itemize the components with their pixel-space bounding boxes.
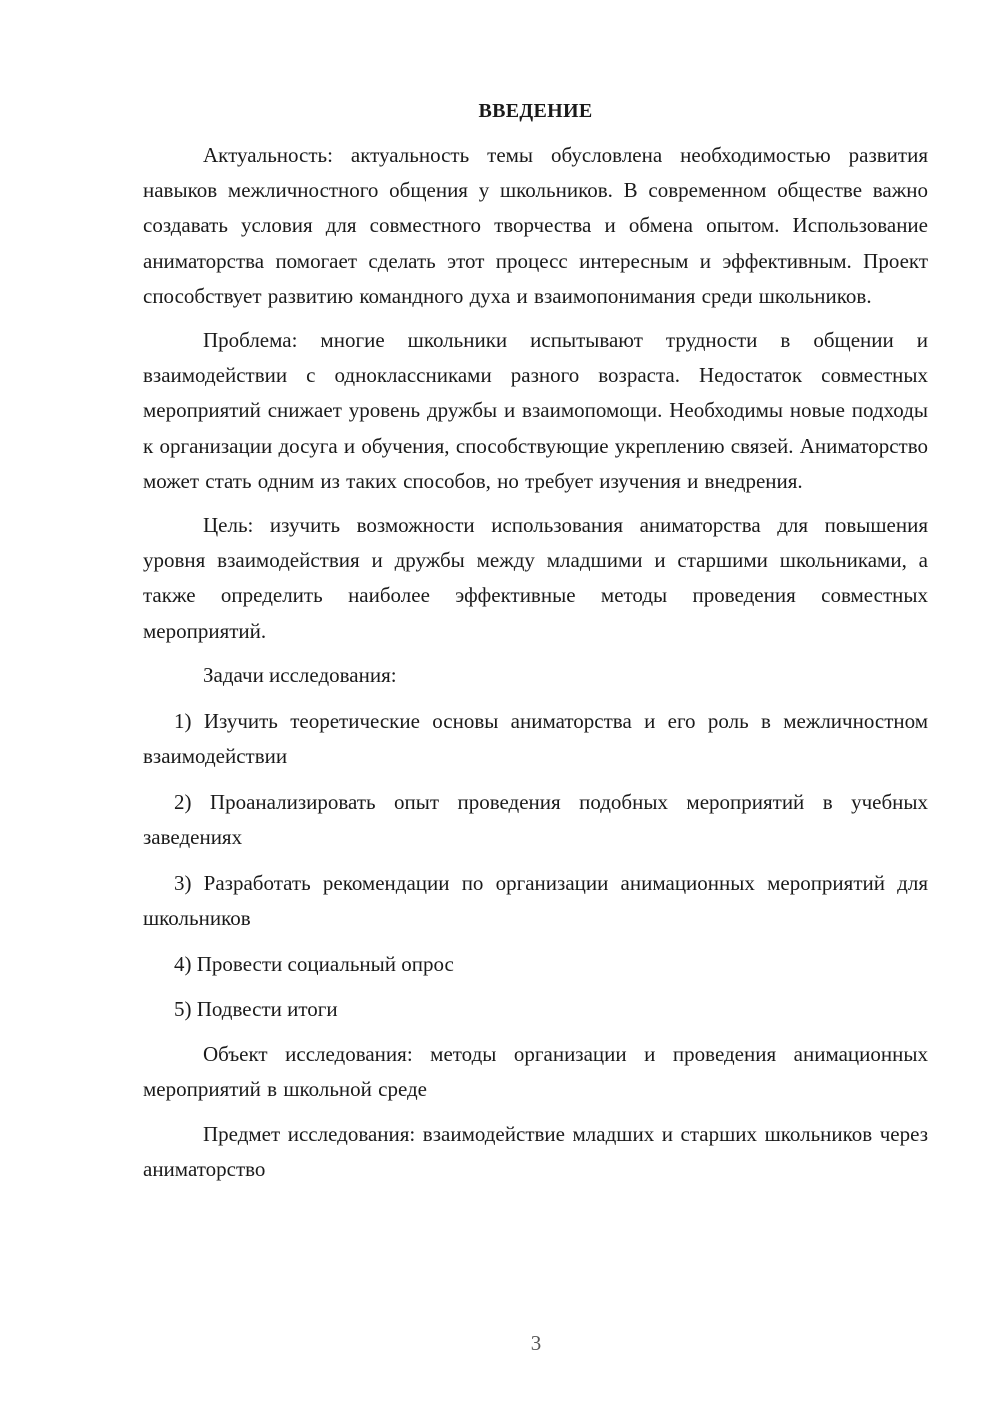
tasks-heading: Задачи исследования: — [203, 662, 397, 687]
page-content — [143, 96, 928, 1197]
task-item-2: 2) Проанализировать опыт проведения подобных мероприятий в учебных заведениях — [143, 789, 928, 849]
problem-paragraph: Проблема: многие школьники испытывают трудности в общении и взаимодействии с одноклассниками разного возраста. Недостаток совместных мероприятий снижает уровень дружбы и взаимопомощи. Необходимы новые подходы к организации досуга и обучения, способствующие укреплению связей. Аниматорство может стать одним из таких способов, но требует изучения и внедрения. — [143, 328, 928, 493]
research-subject-paragraph: Предмет исследования: взаимодействие младших и старших школьников через аниматорство — [143, 1122, 928, 1182]
task-item-5: 5) Подвести итоги — [174, 996, 338, 1021]
task-item-1: 1) Изучить теоретические основы аниматорства и его роль в межличностном взаимодействии — [143, 708, 928, 768]
goal-paragraph: Цель: изучить возможности использования аниматорства для повышения уровня взаимодействия и дружбы между младшими и старшими школьниками, а также определить наиболее эффективные методы проведения совместных мероприятий. — [143, 513, 928, 643]
task-item-4: 4) Провести социальный опрос — [174, 951, 454, 976]
relevance-paragraph: Актуальность: актуальность темы обусловлена необходимостью развития навыков межличностного общения у школьников. В современном обществе важно создавать условия для совместного творчества и обмена опытом. Использование аниматорства помогает сделать этот процесс интересным и эффективным. Проект способствует развитию командного духа и взаимопонимания среди школьников. — [143, 143, 928, 308]
page-title: ВВЕДЕНИЕ — [478, 100, 593, 122]
task-item-3: 3) Разработать рекомендации по организации анимационных мероприятий для школьников — [143, 870, 928, 930]
research-object-paragraph: Объект исследования: методы организации и проведения анимационных мероприятий в школьной среде — [143, 1041, 928, 1102]
page-number: 3 — [530, 1331, 542, 1355]
